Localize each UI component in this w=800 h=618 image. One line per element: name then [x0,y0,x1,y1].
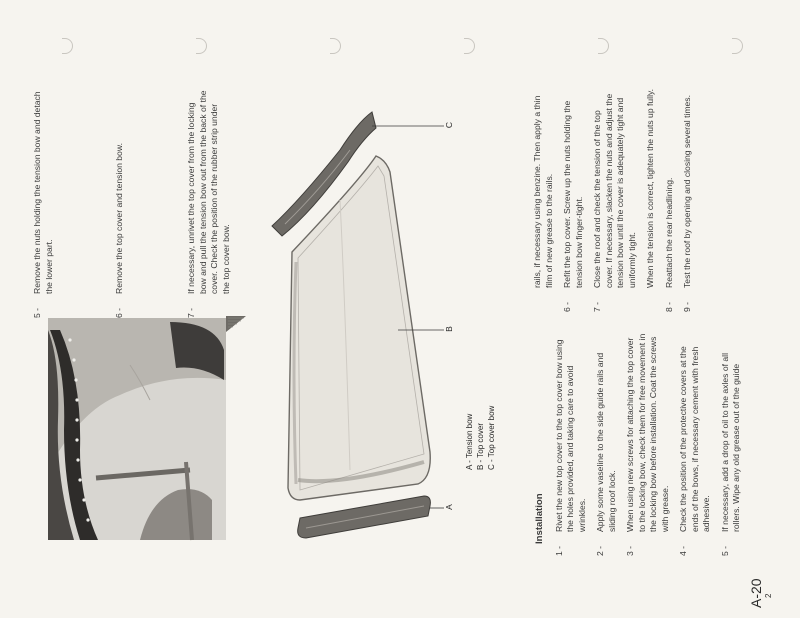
legend-item: A - Tension bow [465,413,474,470]
top-step-7 [186,90,239,318]
install-step: 4 -Check the position of the protective covers at the ends of the bows, if necessary cement with fresh adhesive. [678,346,711,556]
roof-photo [48,318,226,540]
installation-section [534,332,750,556]
callout-c: C [444,121,455,129]
install-step: 8 -Reattach the rear headlining. [663,177,674,312]
install-note: When the tension is correct, tighten the nuts up fully. [645,88,655,288]
step-text: If necessary, unrivet the top cover from the locking bow and pull the tension bow out from the back of the cover. Check the position of the rubber strip under the top cover bow. [186,90,231,294]
figure-legend [464,380,497,470]
step-number: 5 - [32,307,42,318]
step-number: 6 - [114,307,124,318]
step-number: 7 - [186,307,196,318]
install-step: 1 -Rivet the new top cover to the top cover bow using the holes provided, and taking care to avoid wrinkles. [553,339,587,556]
page-number: A-20 [748,578,764,608]
step-text: Remove the nuts holding the tension bow and detach the lower part. [32,91,54,294]
legend-item: C - Top cover bow [487,405,496,470]
step-text: Remove the top cover and tension bow. [114,143,124,294]
install-step: 5 -If necessary, add a drop of oil to the axles of all rollers. Wipe any old grease out of the guide [719,353,741,556]
callout-b: B [443,326,454,332]
continued-text: rails, if necessary using benzine. Then apply a thin film of new grease to the rails. [532,95,554,288]
continued-section [532,86,701,312]
top-step-6 [114,90,133,318]
install-step: 2 -Apply some vaseline to the side guide rails and sliding roof lock. [595,352,617,556]
install-step: 6 -Refit the top cover. Screw up the nuts holding the tension bow finger-tight. [562,100,584,312]
install-step: 7 -Close the roof and check the tension of the top cover. If necessary, slacken the nuts and adjust the tension bow until the cover is adequately tight and uniformly tight. [592,93,637,312]
top-step-5 [32,90,62,318]
install-step: 9 -Test the roof by opening and closing several times. [682,95,692,312]
install-step: 3 -When using new screws for attaching the top cover to the locking bow, check them for free movement in the locking bow before installation. Coat the screws with grease. [625,333,670,556]
installation-heading: Installation [534,493,545,544]
page-sub-number: 2 [764,593,773,598]
legend-item: B - Top cover [476,423,485,470]
callout-a: A [443,504,454,510]
